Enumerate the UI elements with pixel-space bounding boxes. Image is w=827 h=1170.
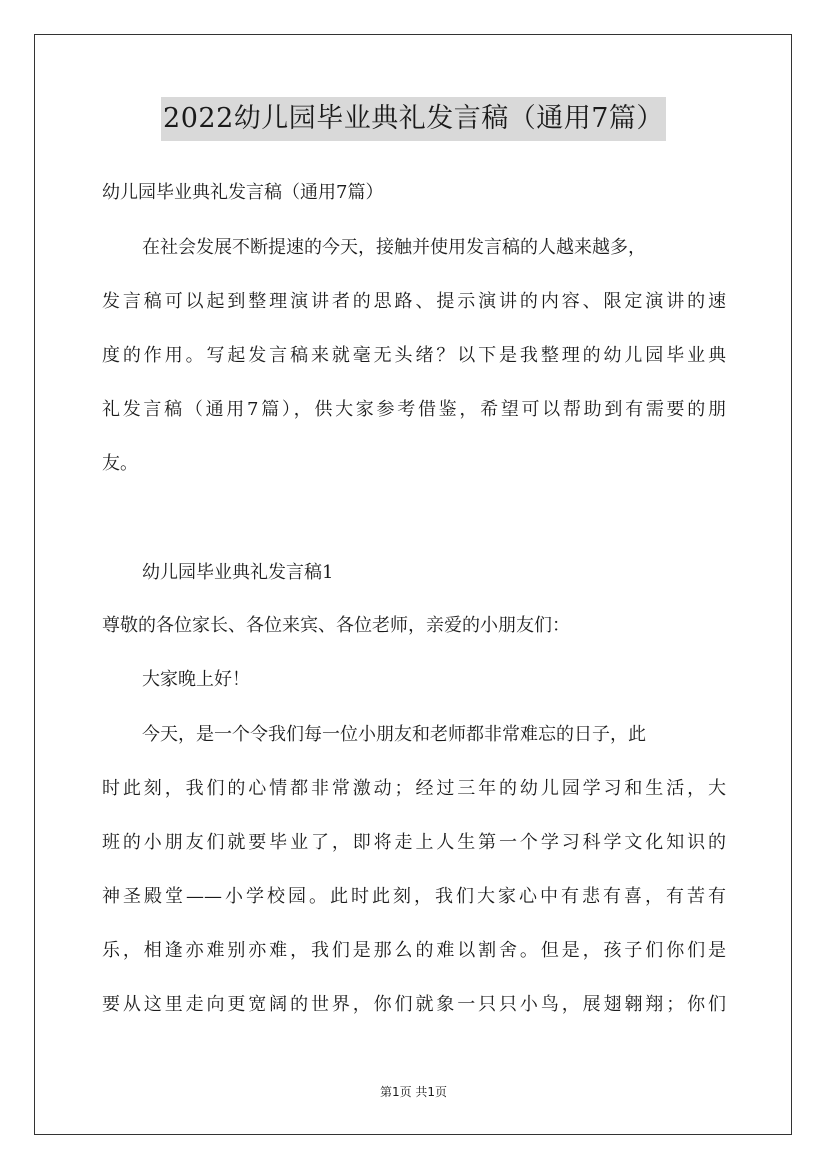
body-line: 要从这里走向更宽阔的世界，你们就象一只只小鸟，展翅翱翔；你们	[102, 994, 726, 1015]
title-container	[0, 97, 827, 141]
body-line: 乐，相逢亦难别亦难，我们是那么的难以割舍。但是，孩子们你们是	[102, 940, 726, 961]
greeting: 大家晚上好！	[142, 669, 250, 690]
intro-line: 在社会发展不断提速的今天，接触并使用发言稿的人越来越多，	[142, 237, 646, 258]
body-line: 今天，是一个令我们每一位小朋友和老师都非常难忘的日子，此	[142, 724, 646, 745]
section-heading: 幼儿园毕业典礼发言稿1	[142, 562, 334, 583]
intro-line: 友。	[102, 453, 138, 474]
body-line: 时此刻，我们的心情都非常激动；经过三年的幼儿园学习和生活，大	[102, 778, 726, 799]
document-subtitle: 幼儿园毕业典礼发言稿（通用7篇）	[102, 182, 384, 203]
salutation: 尊敬的各位家长、各位来宾、各位老师，亲爱的小朋友们：	[102, 615, 570, 636]
body-line: 班的小朋友们就要毕业了，即将走上人生第一个学习科学文化知识的	[102, 832, 726, 853]
body-line: 神圣殿堂——小学校园。此时此刻，我们大家心中有悲有喜，有苦有	[102, 886, 726, 907]
intro-line: 发言稿可以起到整理演讲者的思路、提示演讲的内容、限定演讲的速	[102, 291, 726, 312]
intro-line: 度的作用。写起发言稿来就毫无头绪？以下是我整理的幼儿园毕业典	[102, 345, 726, 366]
intro-line: 礼发言稿（通用7篇），供大家参考借鉴，希望可以帮助到有需要的朋	[102, 399, 726, 420]
page-number-footer: 第1页 共1页	[379, 1085, 448, 1099]
document-title: 2022幼儿园毕业典礼发言稿（通用7篇）	[161, 97, 666, 141]
